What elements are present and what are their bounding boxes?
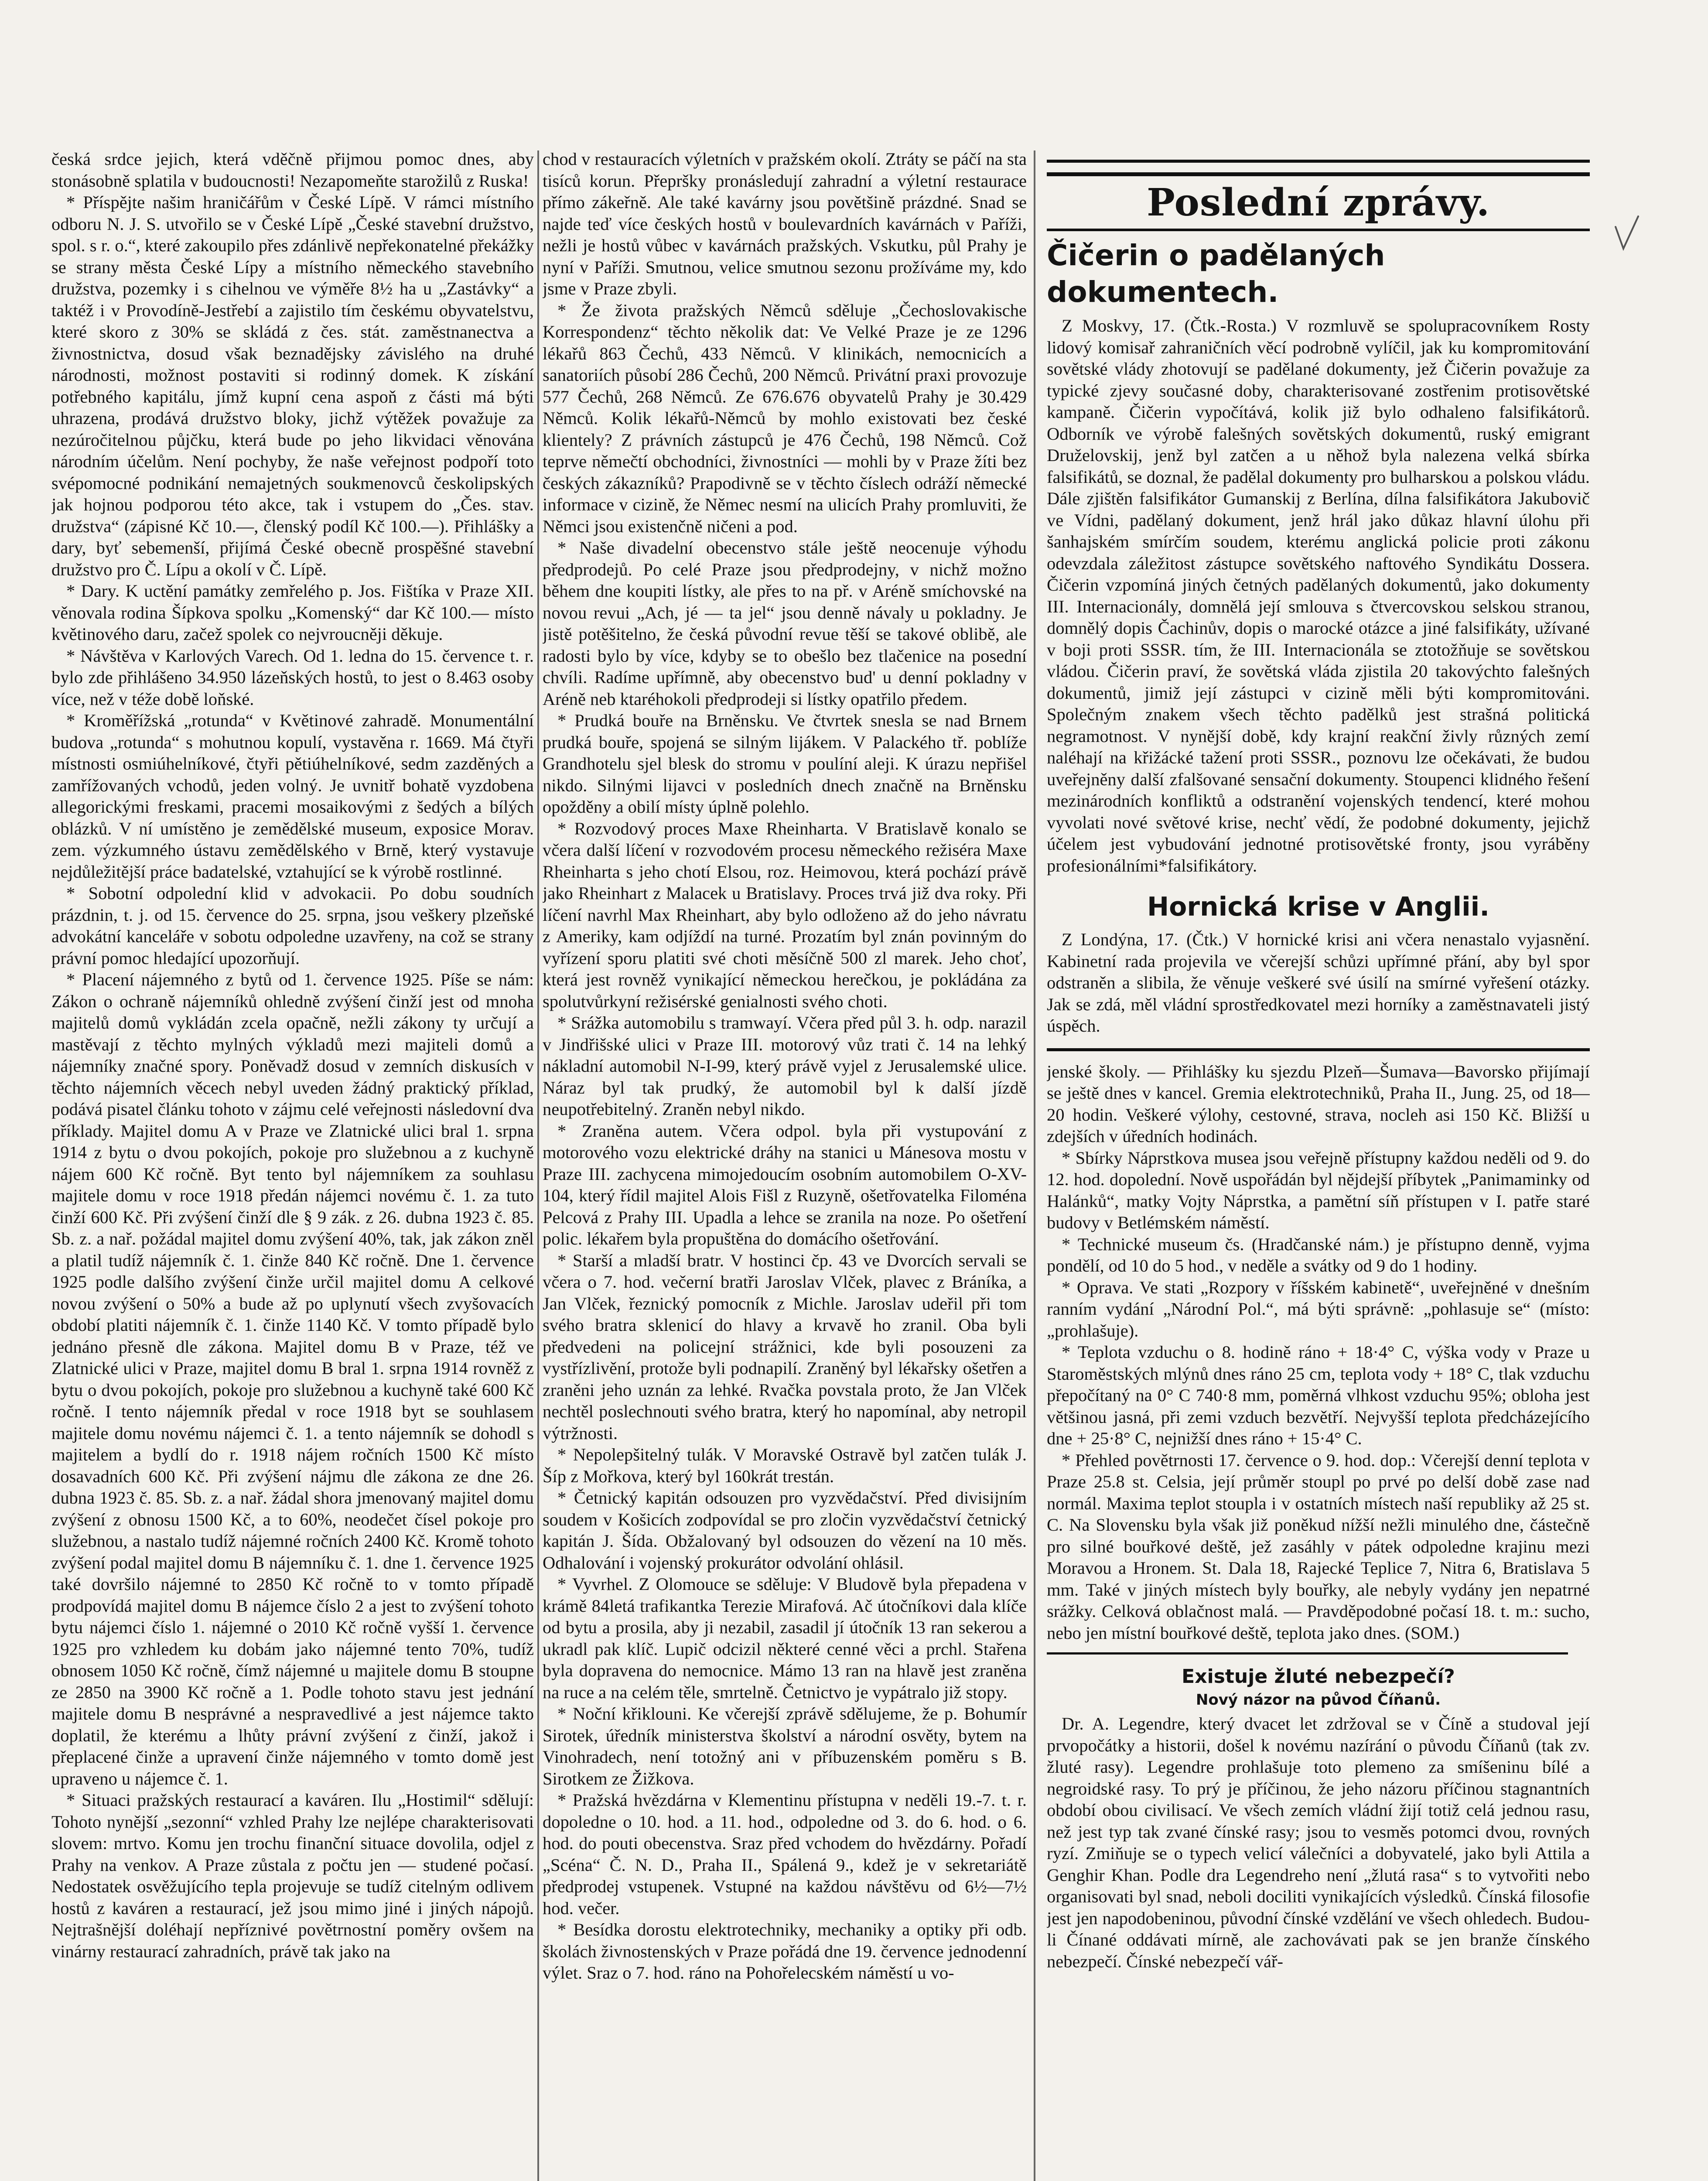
subheadline-yellow-peril: Nový názor na původ Číňanů. [1196,1691,1441,1709]
article-paragraph: * Prudká bouře na Brněnsku. Ve čtvrtek snesla se nad Brnem prudká bouře, spojená se silným lijákem. V Palackého tř. poblíže Grandhotelu sjel blesk do stromu v poulíní aleji. K úrazu nepřišel nikdo. Silnými lijavci v posledních dnech značně na Brněnsku opožděny a obilí místy úplně polehlo. [543,711,1027,817]
article-paragraph: * Četnický kapitán odsouzen pro vyzvědačství. Před divisijním soudem v Košicích zodpovídal se pro zločin vyzvědačství četnický kapitán J. Šída. Obžalovaný byl odsouzen do vězení na 10 měs. Odhalování i vojenský prokurátor odvolání ohlásil. [543,1488,1027,1573]
column-1 [51,148,534,2181]
article-paragraph: * Nepolepšitelný tulák. V Moravské Ostravě byl zatčen tulák J. Šíp z Mořkova, který byl 160krát trestán. [543,1445,1027,1486]
article-paragraph: * Situaci pražských restaurací a kaváren. Ilu „Hostimil“ sdělují: Tohoto nynější „sezonní“ vzhled Prahy lze nejlépe charakterisovati slovem: mrtvo. Komu jen trochu finanční situace dovolila, odjel z Prahy na venkov. A Praze zůstala z počtu jen — studené počasí. Nedostatek osvěžujícího tepla projevuje se tudíž citelným odlivem hostů z kaváren a restaurací, jež jsou mimo jiné i jiných nápojů. Nejtrašnější doléhají nepříznivé povětrnostní poměry ovšem na vinárny restaurací zahradních, právě tak jako na [51,1790,534,1961]
article-paragraph: * Příspějte našim hraničářům v České Lípě. V rámci místního odboru N. J. S. utvořilo se v České Lípě „České stavební družstvo, spol. s r. o.“, které zakoupilo přes zdánlivě nepřekonatelné překážky se strany města České Lípy a místního německého stavebního družstva, pozemky i s cihelnou ve výměře 8½ ha u „Zastávky“ a taktéž i v Provodíně-Jestřebí a zajistilo tím českému obyvatelstvu, které skoro z 30% se skládá z čes. stát. zaměstnanectva a živnostnictva, dosud však beznadějsky závislého na druhé národnosti, možnost postaviti si rodinný domek. K získání potřebného kapitálu, jímž kupní cena aspoň z části má býti uhrazena, prodává družstvo bloky, jichž výtěžek považuje za nezúročitelnou půjčku, která bude po jeho likvidaci věnována národním účelům. Není pochyby, že naše veřejnost podpoří toto svépomocné podnikání nemajetných soukmenovců českolipských jak hojnou podporou této akce, tak i vstupem do „Čes. stav. družstva“ (zápisné Kč 10.—, členský podíl Kč 100.—). Přihlášky a dary, byť sebemenší, přijímá České obecně prospěšné stavební družstvo pro Č. Lípu a okolí v Č. Lípě. [51,192,534,579]
article-paragraph: * Návštěva v Karlových Varech. Od 1. ledna do 15. července t. r. bylo zde přihlášeno 34.950 lázeňských hostů, to jest o 8.463 osoby více, než v téže době loňské. [51,646,534,709]
article-paragraph: * Noční křiklouni. Ke včerejší zprávě sdělujeme, že p. Bohumír Sirotek, úředník ministerstva školství a národní osvěty, bytem na Vinohradech, není totožný ani v příbuzenském poměru s B. Sirotkem ze Žižkova. [543,1704,1027,1788]
column-3 [1047,148,1590,2181]
article-paragraph: * Rozvodový proces Maxe Rheinharta. V Bratislavě konalo se včera další líčení v rozvodovém procesu německého režiséra Maxe Rheinharta s jeho chotí Elsou, roz. Heimovou, která pochází právě jako Rheinhart z Malacek u Bratislavy. Proces trvá již dva roky. Při líčení navrhl Max Rheinhart, aby bylo odloženo až do jeho návratu z Ameriky, kam odjíždí na turné. Prozatím byl znán povinným do vyřízení sporu platiti své choti měsíčně 500 zl marek. Jeho choť, která jest rovněž vynikající německou herečkou, je pokládána za spolutvůrkyní režisérské genialnosti svého choti. [543,818,1027,1011]
article-paragraph: * Placení nájemného z bytů od 1. července 1925. Píše se nám: Zákon o ochraně nájemníků ohledně zvýšení činží jest od mnoha majitelů domů vykládán zcela opačně, nežli zákony ty určují a mastěvají z těchto mylných výkladů mezi majiteli domů a nájemníky značné spory. Poněvadž dosud v zemních diskusích v těchto nájemních věcech nebyl uveden žádný praktický příklad, podává pisatel článku tohoto v zájmu celé veřejnosti následovní dva příklady. Majitel domu A v Praze ve Zlatnické ulici bral 1. srpna 1914 z bytu o dvou pokojích, pokoje pro služebnou a z kuchyně nájem 600 Kč ročně. Byt tento byl nájemníkem za souhlasu majitele domu v roce 1918 předán nájemci novému č. 1. za tuto činží 600 Kč. Při zvýšení činží dle § 9 zák. z 26. dubna 1923 č. 85. Sb. z. a nař. požádal majitel domu zvýšení 40%, tak, jak zákon zněl a platil tudíž nájemník č. 1. činže 840 Kč ročně. Dne 1. července 1925 podle dalšího zvýšení činže určil majitel domu A celkové novou zvýšení o 50% a bude až po uplynutí všech zvyšovacích období platiti nájemník č. 1. činže 1140 Kč. V tomto případě bylo jednáno přesně dle zákona. Majitel domu B v Praze, též ve Zlatnické ulici v Praze, majitel domu B bral 1. srpna 1914 rovněž z bytu o dvou pokojích, pokoje pro služebnou a kuchyně také 600 Kč ročně. I tento nájemník předal v roce 1918 byt se souhlasem majitele domu novému nájemci č. 1. a tento nájemník se dohodl s majitelem a bydlí do r. 1918 nájem ročních 1500 Kč místo dosavadních 600 Kč. Při zvýšení nájmu dle zákona ze dne 26. dubna 1923 č. 85. Sb. z. a nař. žádal shora jmenovaný majitel domu zvýšení z obnosu 1500 Kč, a to 60%, neodečet čísel pokoje pro služebnou, a nastalo tudíž nájemné ročních 2400 Kč. Kromě tohoto zvýšení podal majitel domu B nájemníku č. 1. dne 1. července 1925 také dovršilo nájemné to 2850 Kč ročně to v tomto případě prodpovídá majitel domu B nájemce číslo 2 a jest to zvýšení tohoto bytu nájemci číslo 1. nájemné o 2010 Kč ročně vyšší 1. července 1925 pro vzhledem ku dobám jako nájemné tento 70%, tudíž obnosem 1050 Kč ročně, čímž nájemné u majitele domu B stoupne ze 2850 na 3900 Kč ročně a 1. Podle tohoto stavu jest jednání majitele domu B nesprávné a nespravedlivé a jest nájemce takto doplatil, že kterému a lhůty právní zvýšení z činží, jakož i přeplacené činže a upravení činže nájemného v tomto domě jest upraveno u nájemce č. 1. [51,970,534,1788]
article-paragraph: * Sobotní odpolední klid v advokacii. Po dobu soudních prázdnin, t. j. od 15. července do 25. srpna, jsou veškery plzeňské advokátní kanceláře v sobotu odpoledne uzavřeny, na což se strany právní pomoc hledající upozorňují. [51,883,534,968]
article-paragraph: * Kroměřížská „rotunda“ v Květinové zahradě. Monumentální budova „rotunda“ s mohutnou kopulí, vystavěna r. 1669. Má čtyři místnosti osmiúhelníkové, čtyři pětiúhelníkové, sedm zazděných a zamřížovaných vchodů, jeden volný. Je uvnitř bohatě vyzdobena allegorickými freskami, pracemi mosaikovými z šedých a bílých oblázků. V ní umístěno je zemědělské museum, exposice Morav. zem. výzkumného ústavu zemědělského v Brně, který vystavuje nejdůležitější práce badatelské, vztahující se k výrobě rostlinné. [51,711,534,882]
headline-yellow-peril: Existuje žluté nebezpečí? [1182,1665,1455,1688]
article-paragraph: * Oprava. Ve stati „Rozpory v říšském kabinetě“, uveřejněné v dnešním ranním vydání „Národní Pol.“, má býti správně: „pohlasuje se“ (místo: „prohlašuje). [1047,1277,1590,1340]
column-2 [543,148,1027,2181]
article-paragraph: * Technické museum čs. (Hradčanské nám.) je přístupno denně, vyjma pondělí, od 10 do 5 hod., v neděle a svátky od 9 do 1 hodiny. [1047,1234,1590,1275]
section-rule [1047,1048,1590,1051]
article-paragraph: * Zraněna autem. Včera odpol. byla při vystupování z motorového vozu elektrické dráhy na stanici u Mánesova mostu v Praze III. zachycena mimojedoucím osobním automobilem O-XV-104, který řídil majitel Alois Fišl z Ruzyně, ošetřovatelka Filoména Pelcová z Prahy III. Upadla a lehce se zranila na noze. Po ošetření polic. lékařem byla propuštěna do domácího ošetřování. [543,1121,1027,1248]
column-rule [537,150,539,2181]
headline-mining-crisis: Hornická krise v Anglii. [1147,892,1490,922]
article-paragraph: Dr. A. Legendre, který dvacet let zdržoval se v Číně a studoval její prvopočátky a historii, došel k novému nazírání o původu Číňanů (tak zv. žluté rasy). Legendre prohlašuje toto plemeno za smíšeninu bílé a negroidské rasy. To prý je příčinou, že jeho názoru příčinou stagnantních období obou civilisací. Ve všech zemích vládní žijí totiž celá jednou rasu, než jest typ tak zvané čínské rasy; jsou to vesměs potomci dvou, rovných ryzí. Zmiňuje se o typech velicí válečníci a dobyvatelé, jako byli Attila a Genghir Khan. Podle dra Legendreho není „žlutá rasa“ s to vytvořiti nebo organisovati byl snad, neboli dociliti vynikajících výsledků. Čínská filosofie jest jen napodobeninou, původní čínské vzdělání ve všech ohledech. Budou-li Čínané oddávati mírně, ale zachovávati pak se jen branže čínského nebezpečí. Čínské nebezpečí vář- [1047,1714,1590,1971]
pencil-mark-icon [1614,214,1640,253]
article-paragraph: * Vyvrhel. Z Olomouce se sděluje: V Bludově byla přepadena v krámě 84letá trafikantka Terezie Mirafová. Ač útočníkovi dala klíče od bytu a prosila, aby ji nezabil, zasadil jí útočník 13 ran sekerou a ukradl pak klíč. Lupič odcizil některé cenné věci a prchl. Stařena byla dopravena do nemocnice. Mámo 13 ran na hlavě jest zraněna na ruce a na celém těle, smrtelně. Četnictvo je vypátralo již stopy. [543,1574,1027,1702]
article-paragraph: * Naše divadelní obecenstvo stále ještě neocenuje výhodu předprodejů. Po celé Praze jsou předprodejny, v nichž možno během dne koupiti lístky, ale přes to na př. v Aréně smíchovské na novou revui „Ach, jé — ta jel“ jsou denně návaly u pokladny. Je jistě potěšitelno, že česká původní revue těší se takové oblibě, ale radosti bylo by více, kdyby se to obešlo bez tlačenice na posední chvíli. Radíme upřímně, aby obecenstvo bud' u denní pokladny v Aréně neb ktaréhokoli předprodeji si lístky opatřilo předem. [543,538,1027,709]
article-paragraph: chod v restauracích výletních v pražském okolí. Ztráty se páčí na sta tisíců korun. Přepršky pronásledují zahradní a výletní restaurace přímo zákeřně. Ale také kavárny jsou povětšině prázdné. Snad se najde teď více českých hostů v boulevardních kavárnách v Paříži, nežli je hostů vůbec v kavárnách pražských. Vskutku, půl Prahy je nyní v Paříži. Smutnou, velice smutnou sezonu prožíváme my, kdo jsme v Praze zbyli. [543,149,1027,298]
article-paragraph: Z Londýna, 17. (Čtk.) V hornické krisi ani včera nenastalo vyjasnění. Kabinetní rada projevila ve včerejší schůzi upřímné přání, aby byl spor odstraněn a slibila, že věnuje veškeré své úsilí na smírné vyřešení otázky. Jak se zdá, měl vládní sprostředkovatel mezi horníky a zaměstnavateli jistý úspěch. [1047,930,1590,1036]
latest-news-heading: Poslední zprávy. [1047,172,1590,231]
article-paragraph: * Teplota vzduchu o 8. hodině ráno + 18·4° C, výška vody v Praze u Staroměstských mlýnů dnes ráno 25 cm, teplota vody + 18° C, tlak vzduchu přepočítaný na 0° C 740·8 mm, poměrná vlhkost vzduchu 95%; obloha jest většinou jasná, při zemi vzduch bezvětří. Nejvyšší teplota předcházejícího dne + 25·8° C, nejnižší dnes ráno + 15·4° C. [1047,1342,1590,1448]
article-paragraph: * Že života pražských Němců sděluje „Čechoslovakische Korrespondenz“ těchto několik dat: Ve Velké Praze je ze 1296 lékařů 863 Čechů, 433 Němců. V klinikách, nemocnicích a sanatoriích působí 286 Čechů, 200 Němců. Privátní praxi provozuje 577 Čechů, 268 Němců. Ze 676.676 obyvatelů Prahy je 30.429 Němců. Kolik lékařů-Němců by mohlo existovati bez české klientely? Z právních zástupců je 476 Čechů, 198 Němců. Což teprve němečtí obchodníci, živnostníci — mohli by v Praze žíti bez českých zákazníků? Prapodivně se v těchto číslech odráží německé informace v cizině, že Němec nesmí na ulicích Prahy promluviti, že Němci jsou existenčně ničeni a pod. [543,300,1027,536]
article-paragraph: * Starší a mladší bratr. V hostinci čp. 43 ve Dvorcích servali se včera o 7. hod. večerní bratři Jaroslav Vlček, plavec z Bráníka, a Jan Vlček, řeznický pomocník z Michle. Jaroslav udeřil při tom svého bratra sklenicí do hlavy a krvavě ho zranil. Oba byli předvedeni na policejní strážnici, kde byli posouzeni za vystřízlivění, protože byli podnapilí. Zraněný byl lékařsky ošetřen a zraněni jeho uznán za lehké. Rvačka povstala proto, že Jan Vlček nechtěl poslechnouti svého bratra, který ho napomínal, aby netropil výtržnosti. [543,1250,1027,1443]
article-paragraph: jenské školy. — Přihlášky ku sjezdu Plzeň—Šumava—Bavorsko přijímají se ještě dnes v kancel. Gremia elektrotechniků, Praha II., Jung. 25, od 18—20 hodin. Veškeré výlohy, cestovné, strava, nocleh asi 150 Kč. Bližší u zdejších v úředních hodinách. [1047,1061,1590,1146]
heading-rule [1047,160,1590,163]
article-paragraph: česká srdce jejich, která vděčně přijmou pomoc dnes, aby stonásobně splatila v budoucnosti! Nezapomeňte starožilů z Ruska! [51,149,534,191]
article-paragraph: Z Moskvy, 17. (Čtk.-Rosta.) V rozmluvě se spolupracovníkem Rosty lidový komisař zahraničních věcí podrobně vylíčil, jak ku kompromitování sovětské vlády zhotovují se padělané dokumenty, jež Čičerin považuje za typické zjevy současné doby, charakterisované zostřenim protisovětské kampaně. Čičerin vypočítává, kolik již bylo odhaleno falsifikátorů. Odborník ve výrobě falešných sovětských dokumentů, ruský emigrant Druželovskij, jenž byl zatčen a u něhož byla nalezena velká sbírka falsifikátů, se doznal, že padělal dokumenty pro bulharskou a polskou vládu. Dále zjištěn falsifikátor Gumanskij z Berlína, dílna falsifikátora Jakubovič ve Vídni, padělaný dokument, jenž hrál jako důkaz hlavní úlohu při šanhajském smírčím soudem, kterému anglická policie proti zákonu odevzdala záležitost zástupce sovětského naftového Syndikátu Dossera. Čičerin vzpomíná jiných četných padělaných dokumentů, jako dokumenty III. Internacionály, domnělá její smlouva s čtvercovskou selskou stranou, domnělý dopis Čachinův, dopis o marocké otázce a jiné falsifikáty, užívané v boji proti SSSR. tím, že III. Internacionála se ztotožňuje se sovětskou vládou. Čičerin praví, že sovětská vláda zjistila 20 takovýchto falešných dokumentů, jimiž její zástupci v cizině měli býti kompromitováni. Společným znakem všech těchto padělků jest strašná politická negramotnost. V nynější době, kdy krajní reakční živly různých zemí naléhají na křižácké tažení proti SSSR., poznovu lze očekávati, že budou uveřejněny další zfalšované sensační dokumenty. Stoupenci klidného řešení mezinárodních konfliktů a odstranění vojenských tendencí, které mohou vyvolati nové světové krise, nechť vědí, že podobné dokumenty, jejichž účelem jest vybudování jednotné protisovětské fronty, jsou vyráběny profesionálními*falsifikátory. [1047,316,1590,875]
article-paragraph: * Pražská hvězdárna v Klementinu přístupna v neděli 19.-7. t. r. dopoledne o 10. hod. a 11. hod., odpoledne od 3. do 6. hod. o 6. hod. do pouti obecenstva. Sraz před vchodem do hvězdárny. Pořadí „Scéna“ Č. N. D., Praha II., Spálená 9., kdež je v sekretariátě předprodej vstupenek. Vstupné na každou návštěvu od 6½—7½ hod. večer. [543,1790,1027,1918]
article-paragraph: * Dary. K uctění památky zemřelého p. Jos. Fištíka v Praze XII. věnovala rodina Šípkova spolku „Komenský“ dar Kč 100.— místo květinového daru, začež spolek co nejvroucněji děkuje. [51,581,534,644]
article-paragraph: * Besídka dorostu elektrotechniky, mechaniky a optiky při odb. školách živnostenských v Praze pořádá dne 19. července jednodenní výlet. Sraz o 7. hod. ráno na Pohořelecském náměstí u vo- [543,1920,1027,1983]
column-rule [1034,150,1035,2181]
article-paragraph: * Přehled povětrnosti 17. července o 9. hod. dop.: Včerejší denní teplota v Praze 25.8 st. Celsia, její průměr stoupl po prvé po delší době zase nad normál. Maxima teplot stoupla i v ostatních místech naší republiky až 25 st. C. Na Slovensku byla však již poněkud nížší nežli minulého dne, částečně pro silné bouřkové deště, jež zasáhly v pátek odpoledne krajinu mezi Moravou a Hronem. St. Dala 18, Rajecké Teplice 7, Nitra 6, Bratislava 5 mm. Také v jiných místech byly bouřky, ale nebyly vydány jen nepatrné srážky. Celková oblačnost malá. — Pravděpodobné počasí 18. t. m.: sucho, nebo jen místní bouřkové deště, teplota jako dnes. (SOM.) [1047,1450,1590,1643]
article-paragraph: * Sbírky Náprstkova musea jsou veřejně přístupny každou neděli od 9. do 12. hod. dopolední. Nově uspořádán byl nějdejší příbytek „Panimaminky od Halánků“, matky Vojty Náprstka, a pamětní síň přístupen v I. patře staré budovy v Betlémském náměstí. [1047,1148,1590,1232]
headline-chicherin: Čičerin o padělaných dokumentech. [1047,239,1385,309]
section-rule [1047,1652,1568,1655]
article-paragraph: * Srážka automobilu s tramwayí. Včera před půl 3. h. odp. narazil v Jindřišské ulici v Praze III. motorový vůz trati č. 14 na lehký nákladní automobil N-I-99, který právě vyjel z Jerusalemské ulice. Náraz byl tak prudký, že automobil byl k další jízdě neupotřebitelný. Zraněn nebyl nikdo. [543,1013,1027,1119]
